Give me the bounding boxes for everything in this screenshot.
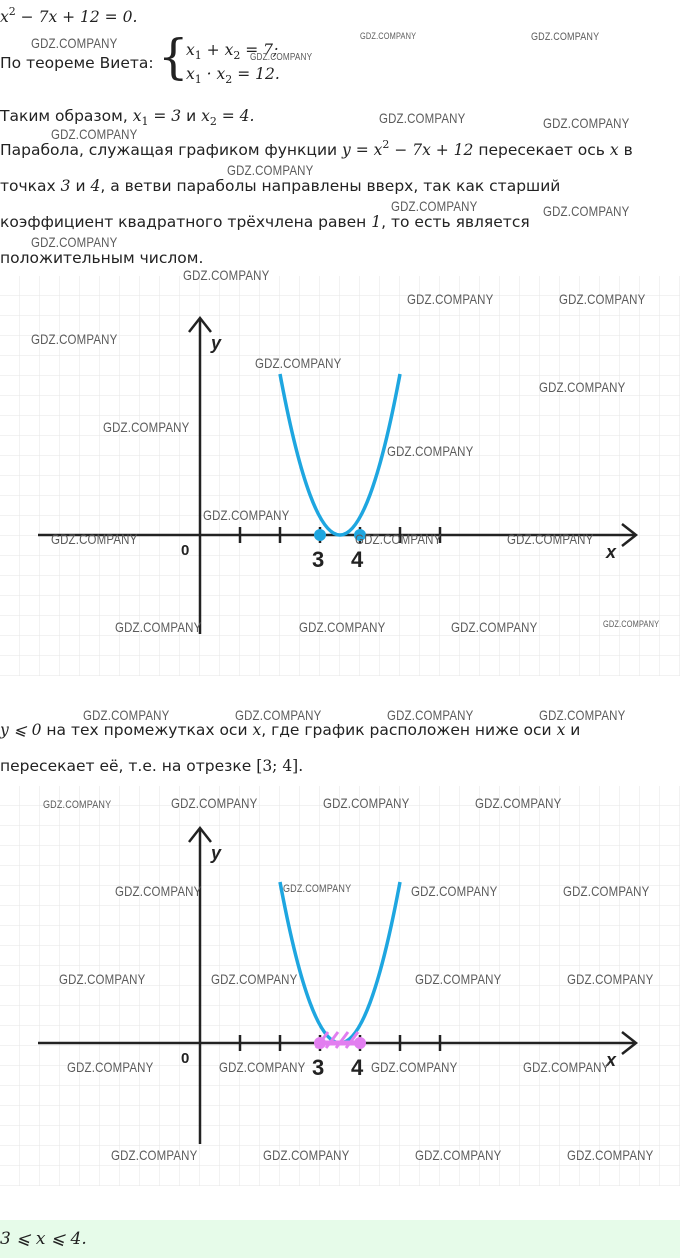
watermark: GDZ.COMPANY	[59, 971, 146, 987]
watermark: GDZ.COMPANY	[371, 1059, 458, 1075]
root-label-3: 3	[312, 547, 325, 572]
watermark: GDZ.COMPANY	[539, 707, 626, 723]
watermark: GDZ.COMPANY	[407, 291, 494, 307]
vieta-sum: $x_1 + x_2 = 7$;	[186, 41, 279, 62]
x-axis-label: x	[606, 542, 617, 562]
vieta-product: $x_1 \cdot x_2 = 12$.	[186, 65, 280, 86]
watermark: GDZ.COMPANY	[507, 531, 594, 547]
watermark: GDZ.COMPANY	[360, 31, 417, 41]
paragraph-1-line-4: положительным числом.	[0, 249, 204, 267]
watermark: GDZ.COMPANY	[543, 115, 630, 131]
watermark: GDZ.COMPANY	[263, 1147, 350, 1163]
watermark: GDZ.COMPANY	[415, 1147, 502, 1163]
watermark: GDZ.COMPANY	[603, 619, 660, 629]
watermark: GDZ.COMPANY	[531, 31, 600, 43]
watermark: GDZ.COMPANY	[323, 795, 410, 811]
watermark: GDZ.COMPANY	[51, 126, 138, 142]
watermark: GDZ.COMPANY	[299, 619, 386, 635]
watermark: GDZ.COMPANY	[387, 443, 474, 459]
segment-endpoint-4	[354, 1037, 366, 1049]
watermark: GDZ.COMPANY	[183, 267, 270, 283]
origin-label: 0	[181, 1050, 190, 1067]
watermark: GDZ.COMPANY	[559, 291, 646, 307]
watermark: GDZ.COMPANY	[523, 1059, 610, 1075]
watermark: GDZ.COMPANY	[171, 795, 258, 811]
paragraph-1-line-3: коэффициент квадратного трёхчлена равен 1, то есть является	[0, 213, 530, 231]
watermark: GDZ.COMPANY	[51, 531, 138, 547]
x-axis-label: x	[606, 1050, 617, 1070]
paragraph-2-line-2: пересекает её, т.е. на отрезке [3; 4].	[0, 757, 304, 775]
watermark: GDZ.COMPANY	[250, 52, 313, 63]
answer-box	[0, 1220, 680, 1258]
watermark: GDZ.COMPANY	[411, 883, 498, 899]
root-label-4: 4	[351, 1055, 364, 1080]
watermark: GDZ.COMPANY	[211, 971, 298, 987]
watermark: GDZ.COMPANY	[539, 379, 626, 395]
y-axis-label: y	[211, 843, 222, 863]
watermark: GDZ.COMPANY	[475, 795, 562, 811]
watermark: GDZ.COMPANY	[451, 619, 538, 635]
vieta-label: По теореме Виета:	[0, 54, 154, 72]
paragraph-1-line-1: Парабола, служащая графиком функции $y = x^2 - 7x + 12$ пересекает ось x в	[0, 138, 633, 159]
system-brace: {	[158, 29, 189, 85]
watermark: GDZ.COMPANY	[31, 35, 118, 51]
watermark: GDZ.COMPANY	[543, 203, 630, 219]
watermark: GDZ.COMPANY	[219, 1059, 306, 1075]
watermark: GDZ.COMPANY	[567, 971, 654, 987]
origin-label: 0	[181, 542, 190, 559]
root-point-3	[314, 529, 326, 541]
y-axis-label: y	[211, 333, 222, 353]
watermark: GDZ.COMPANY	[255, 355, 342, 371]
watermark: GDZ.COMPANY	[31, 331, 118, 347]
watermark: GDZ.COMPANY	[83, 707, 170, 723]
watermark: GDZ.COMPANY	[115, 883, 202, 899]
watermark: GDZ.COMPANY	[415, 971, 502, 987]
root-label-3: 3	[312, 1055, 325, 1080]
watermark: GDZ.COMPANY	[67, 1059, 154, 1075]
segment-endpoint-3	[314, 1037, 326, 1049]
watermark: GDZ.COMPANY	[379, 110, 466, 126]
main-equation: $x^2 - 7x + 12 = 0$.	[0, 5, 138, 26]
watermark: GDZ.COMPANY	[31, 234, 118, 250]
paragraph-2-line-1: y ⩽ 0 на тех промежутках оси x, где график расположен ниже оси x и	[0, 721, 581, 739]
watermark: GDZ.COMPANY	[103, 419, 190, 435]
watermark: GDZ.COMPANY	[235, 707, 322, 723]
watermark: GDZ.COMPANY	[355, 531, 442, 547]
watermark: GDZ.COMPANY	[567, 1147, 654, 1163]
watermark: GDZ.COMPANY	[43, 799, 112, 811]
watermark: GDZ.COMPANY	[111, 1147, 198, 1163]
watermark: GDZ.COMPANY	[115, 619, 202, 635]
answer-text: 3 ⩽ x ⩽ 4.	[0, 1229, 87, 1249]
watermark: GDZ.COMPANY	[283, 883, 352, 895]
root-label-4: 4	[351, 547, 364, 572]
watermark: GDZ.COMPANY	[387, 707, 474, 723]
paragraph-1-line-2: точках 3 и 4, а ветви параболы направлены вверх, так как старший	[0, 177, 561, 195]
watermark: GDZ.COMPANY	[227, 162, 314, 178]
watermark: GDZ.COMPANY	[203, 507, 290, 523]
roots-line: Таким образом, $x_1 = 3$ и $x_2 = 4$.	[0, 107, 255, 128]
watermark: GDZ.COMPANY	[563, 883, 650, 899]
watermark: GDZ.COMPANY	[391, 198, 478, 214]
